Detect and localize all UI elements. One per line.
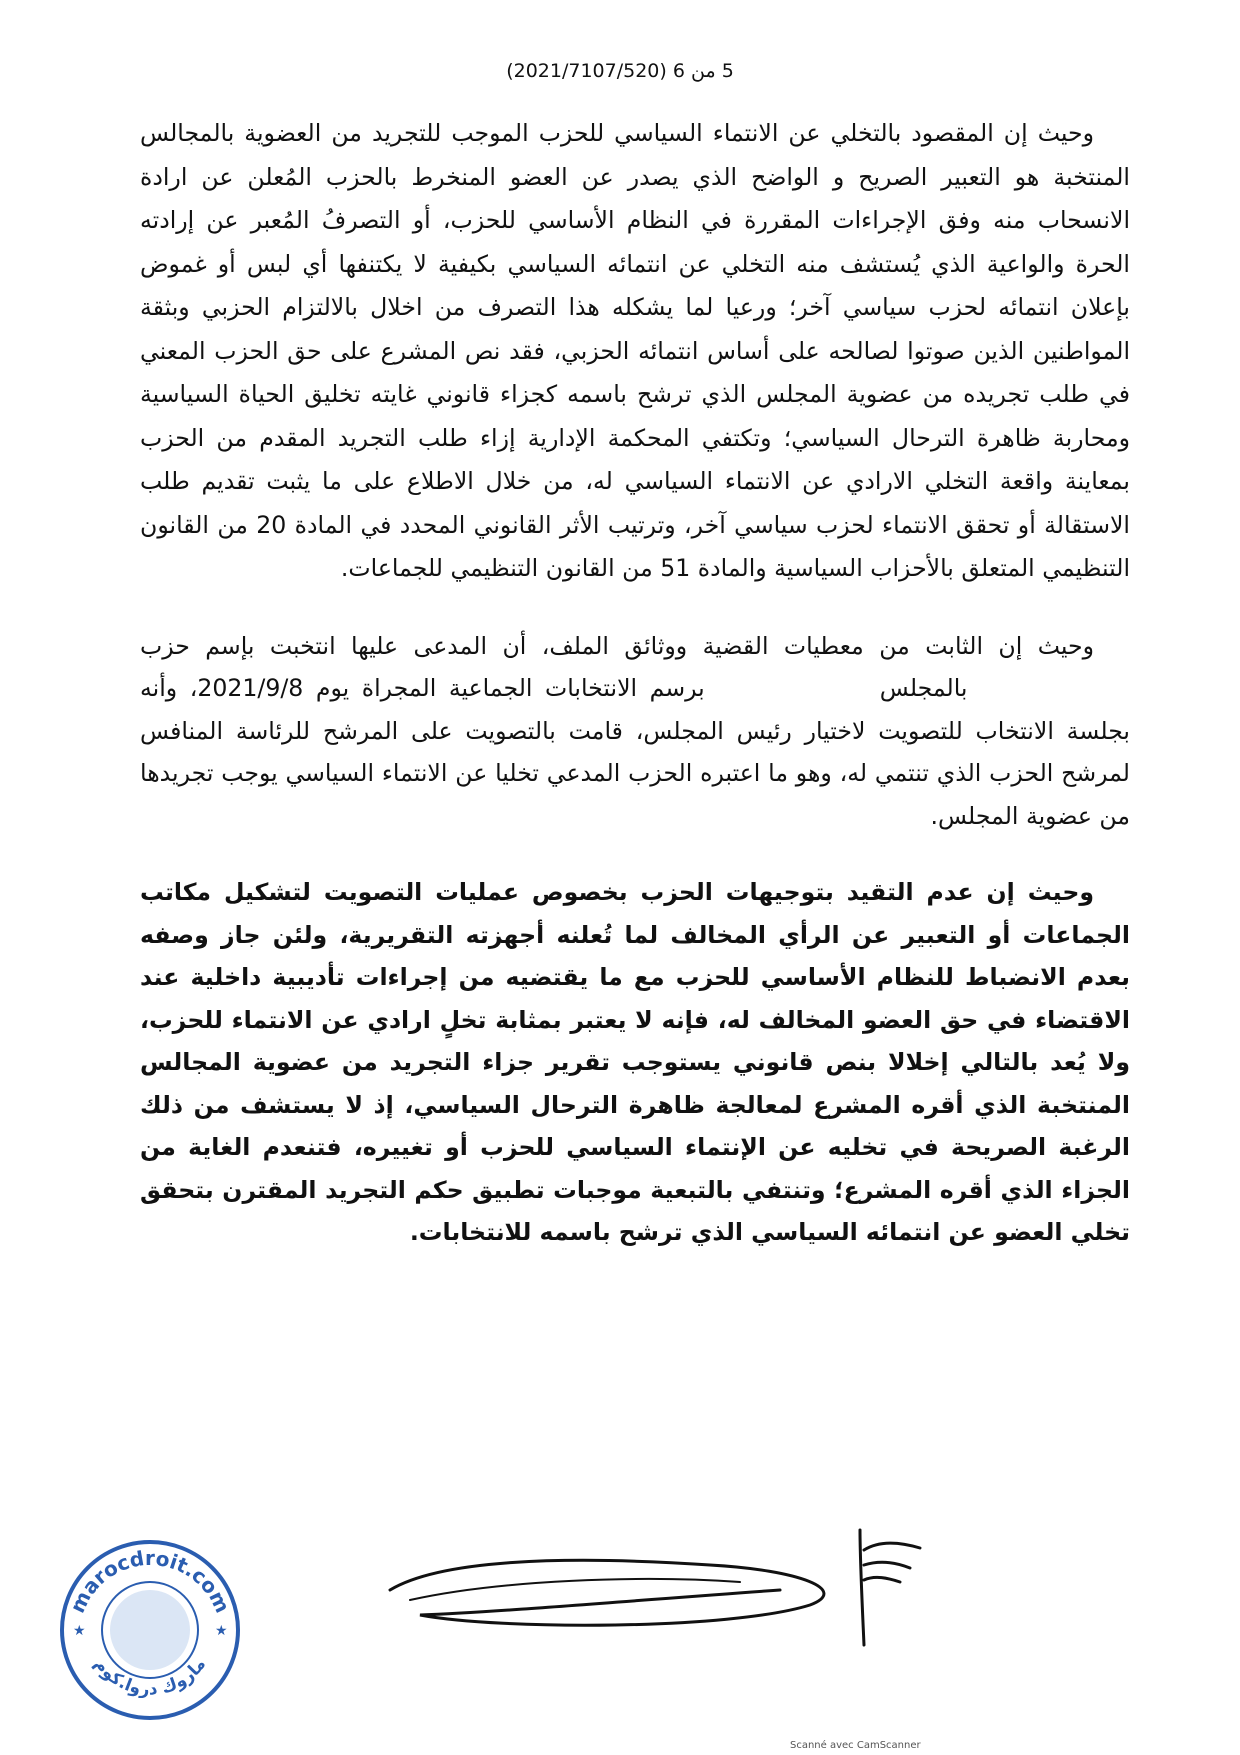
website-stamp bbox=[55, 1535, 245, 1725]
signature bbox=[380, 1520, 1030, 1650]
paragraph-2-part-3: برسم الانتخابات الجماعية المجراة يوم 2021/9/8، وأنه بجلسة الانتخاب للتصويت لاختيار رئيس المجلس، قامت بالتصويت على المرشح للرئاسة المنافس لمرشح الحزب الذي تنتمي له، وهو ما اعتبره الحزب المدعي تخليا عن الانتماء السياسي يوجب تجريدها من عضوية المجلس. bbox=[140, 674, 1130, 830]
paragraph-1-text: وحيث إن المقصود بالتخلي عن الانتماء السياسي للحزب الموجب للتجريد من العضوية بالمجالس المنتخبة هو التعبير الصريح و الواضح الذي يصدر عن العضو المنخرط بالحزب المُعلن عن ارادة الانسحاب منه وفق الإجراءات المقررة في النظام الأساسي للحزب، أو التصرفُ المُعبر عن إرادته الحرة والواعية الذي يُستشف منه التخلي عن انتمائه السياسي بكيفية لا يكتنفها أي لبس أو غموض بإعلان انتمائه لحزب سياسي آخر؛ ورعيا لما يشكله هذا التصرف من اخلال بالالتزام الحزبي وبثقة المواطنين الذين صوتوا لصالحه على أساس انتمائه الحزبي، فقد نص المشرع على حق الحزب المعني في طلب تجريده من عضوية المجلس الذي ترشح باسمه كجزاء قانوني غايته تخليق الحياة السياسية ومحاربة ظاهرة الترحال السياسي؛ وتكتفي المحكمة الإدارية إزاء طلب التجريد المقدم من الحزب بمعاينة واقعة التخلي الارادي عن الانتماء السياسي له، من خلال الاطلاع على ما يثبت تقديم طلب الاستقالة أو تحقق الانتماء لحزب سياسي آخر، وترتيب الأثر القانوني المحدد في المادة 20 من القانون التنظيمي المتعلق بالأحزاب السياسية والمادة 51 من القانون التنظيمي للجماعات. bbox=[140, 119, 1130, 582]
svg-text:★: ★ bbox=[73, 1623, 86, 1639]
paragraph-2-part-1: وحيث إن الثابت من معطيات القضية ووثائق الملف، أن المدعى عليها انتخبت بإسم حزب bbox=[140, 631, 1094, 660]
scanner-watermark: Scanné avec CamScanner bbox=[790, 1740, 921, 1751]
paragraph-2 bbox=[140, 625, 1130, 838]
stamp-text-bottom: ماروك دروا.كوم bbox=[89, 1654, 211, 1700]
paragraph-3 bbox=[140, 871, 1130, 1254]
paragraph-3-text: وحيث إن عدم التقيد بتوجيهات الحزب بخصوص عمليات التصويت لتشكيل مكاتب الجماعات أو التعبير عن الرأي المخالف لما تُعلنه أجهزته التقريرية، ولئن جاز وصفه بعدم الانضباط للنظام الأساسي للحزب مع ما يقتضيه من إجراءات تأديبية داخلية عند الاقتضاء في حق العضو المخالف له، فإنه لا يعتبر بمثابة تخلٍ ارادي عن الانتماء للحزب، ولا يُعد بالتالي إخلالا بنص قانوني يستوجب تقرير جزاء التجريد من عضوية المجالس المنتخبة الذي أقره المشرع لمعالجة ظاهرة الترحال السياسي، إذ لا يستشف من ذلك الرغبة الصريحة في تخليه عن الإنتماء السياسي للحزب أو تغييره، فتنعدم الغاية من الجزاء الذي أقره المشرع؛ وتنتفي بالتبعية موجبات تطبيق حكم التجريد المقترن بتحقق تخلي العضو عن انتمائه السياسي الذي ترشح باسمه للانتخابات. bbox=[140, 878, 1130, 1246]
svg-text:★: ★ bbox=[215, 1623, 228, 1639]
document-body bbox=[140, 112, 1130, 1288]
paragraph-1 bbox=[140, 112, 1130, 591]
stamp-text-top: marocdroit.com bbox=[65, 1545, 235, 1617]
paragraph-2-part-2: بالمجلس bbox=[879, 674, 968, 702]
page-reference: 5 من 6 (2021/7107/520) bbox=[506, 60, 734, 82]
